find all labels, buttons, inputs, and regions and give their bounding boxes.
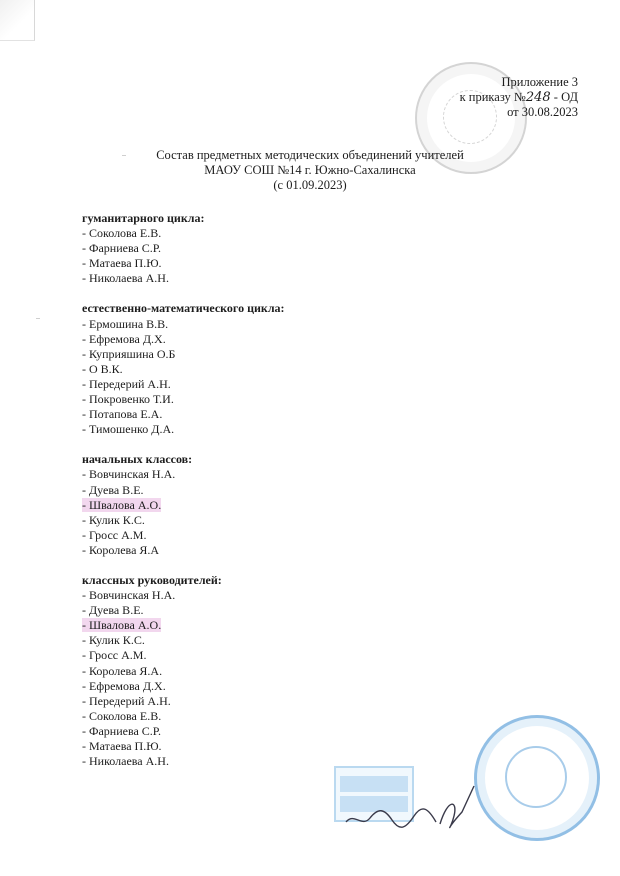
document-title (150, 148, 470, 193)
member-item (82, 498, 442, 513)
group-title: естественно-математического цикла: (82, 301, 285, 316)
member-item (82, 513, 442, 528)
member-item (82, 377, 442, 392)
scan-speck (36, 318, 40, 319)
member-item (82, 256, 442, 271)
member-item (82, 694, 442, 709)
member-item (82, 528, 442, 543)
member-name: - Николаева А.Н. (82, 271, 169, 286)
member-name: - Покровенко Т.И. (82, 392, 174, 407)
member-name: - Гросс А.М. (82, 648, 147, 663)
order-date: от 30.08.2023 (507, 105, 578, 119)
group-title: гуманитарного цикла: (82, 211, 205, 225)
member-name: - Дуева В.Е. (82, 482, 144, 497)
member-item (82, 633, 442, 648)
member-name: - Фарниева С.Р. (82, 241, 161, 256)
group-section (82, 452, 442, 558)
member-name: - Дуева В.Е. (82, 603, 144, 618)
groups-list (82, 211, 442, 784)
group-title: начальных классов: (82, 452, 193, 467)
member-item (82, 648, 442, 663)
member-item (82, 664, 442, 679)
round-blue-seal (474, 715, 600, 841)
member-item (82, 588, 442, 603)
member-item (82, 618, 442, 633)
member-item (82, 332, 442, 347)
member-name: - Соколова Е.В. (82, 708, 162, 723)
member-name: - Королева Я.А. (82, 663, 163, 678)
title-line-2: МАОУ СОШ №14 г. Южно-Сахалинска (204, 163, 416, 177)
member-item (82, 467, 442, 482)
member-name: - Ермошина В.В. (82, 316, 169, 331)
member-name: - Кулик К.С. (82, 633, 145, 648)
member-name: - Куприяшина О.Б (82, 346, 176, 361)
group-section (82, 211, 442, 286)
member-item (82, 317, 442, 332)
member-name: - Передерий А.Н. (82, 693, 171, 708)
member-name: - Соколова Е.В. (82, 226, 162, 241)
group-title: классных руководителей: (82, 572, 222, 587)
member-item (82, 543, 442, 558)
member-item (82, 392, 442, 407)
group-section (82, 573, 442, 769)
handwritten-signature (340, 778, 480, 834)
member-name: - Ефремова Д.Х. (82, 331, 166, 346)
appendix-header (378, 75, 578, 120)
member-item (82, 603, 442, 618)
member-name: - О В.К. (82, 361, 123, 376)
member-name: - Передерий А.Н. (82, 376, 171, 391)
title-line-3: (с 01.09.2023) (273, 178, 347, 192)
member-item (82, 407, 442, 422)
member-name: - Кулик К.С. (82, 512, 145, 527)
scan-speck (122, 155, 126, 156)
title-line-1: Состав предметных методических объединений учителей (156, 148, 464, 162)
member-item (82, 709, 442, 724)
member-item (82, 271, 442, 286)
appendix-label: Приложение 3 (501, 75, 578, 89)
member-item (82, 362, 442, 377)
member-item (82, 724, 442, 739)
member-name: - Потапова Е.А. (82, 407, 163, 422)
member-item (82, 422, 442, 437)
member-item (82, 226, 442, 241)
member-name: - Николаева А.Н. (82, 754, 169, 769)
member-item (82, 679, 442, 694)
member-item (82, 347, 442, 362)
member-name: - Гросс А.М. (82, 527, 147, 542)
member-name: - Швалова А.О. (82, 618, 162, 633)
member-name: - Фарниева С.Р. (82, 723, 161, 738)
order-reference (378, 90, 578, 105)
member-name: - Королева Я.А (82, 542, 160, 557)
order-suffix: - ОД (550, 90, 578, 104)
member-name: - Вовчинская Н.А. (82, 467, 176, 482)
member-item (82, 483, 442, 498)
page-corner-fold (0, 0, 35, 41)
member-name: - Вовчинская Н.А. (82, 588, 176, 603)
order-number-handwritten: 248 (525, 90, 551, 105)
member-name: - Матаева П.Ю. (82, 739, 162, 753)
member-item (82, 241, 442, 256)
member-name: - Ефремова Д.Х. (82, 678, 166, 693)
member-name: - Швалова А.О. (82, 497, 162, 512)
order-prefix: к приказу № (459, 90, 526, 104)
member-name: - Матаева П.Ю. (82, 256, 162, 271)
member-name: - Тимошенко Д.А. (82, 422, 175, 437)
member-item (82, 739, 442, 754)
group-section (82, 301, 442, 437)
